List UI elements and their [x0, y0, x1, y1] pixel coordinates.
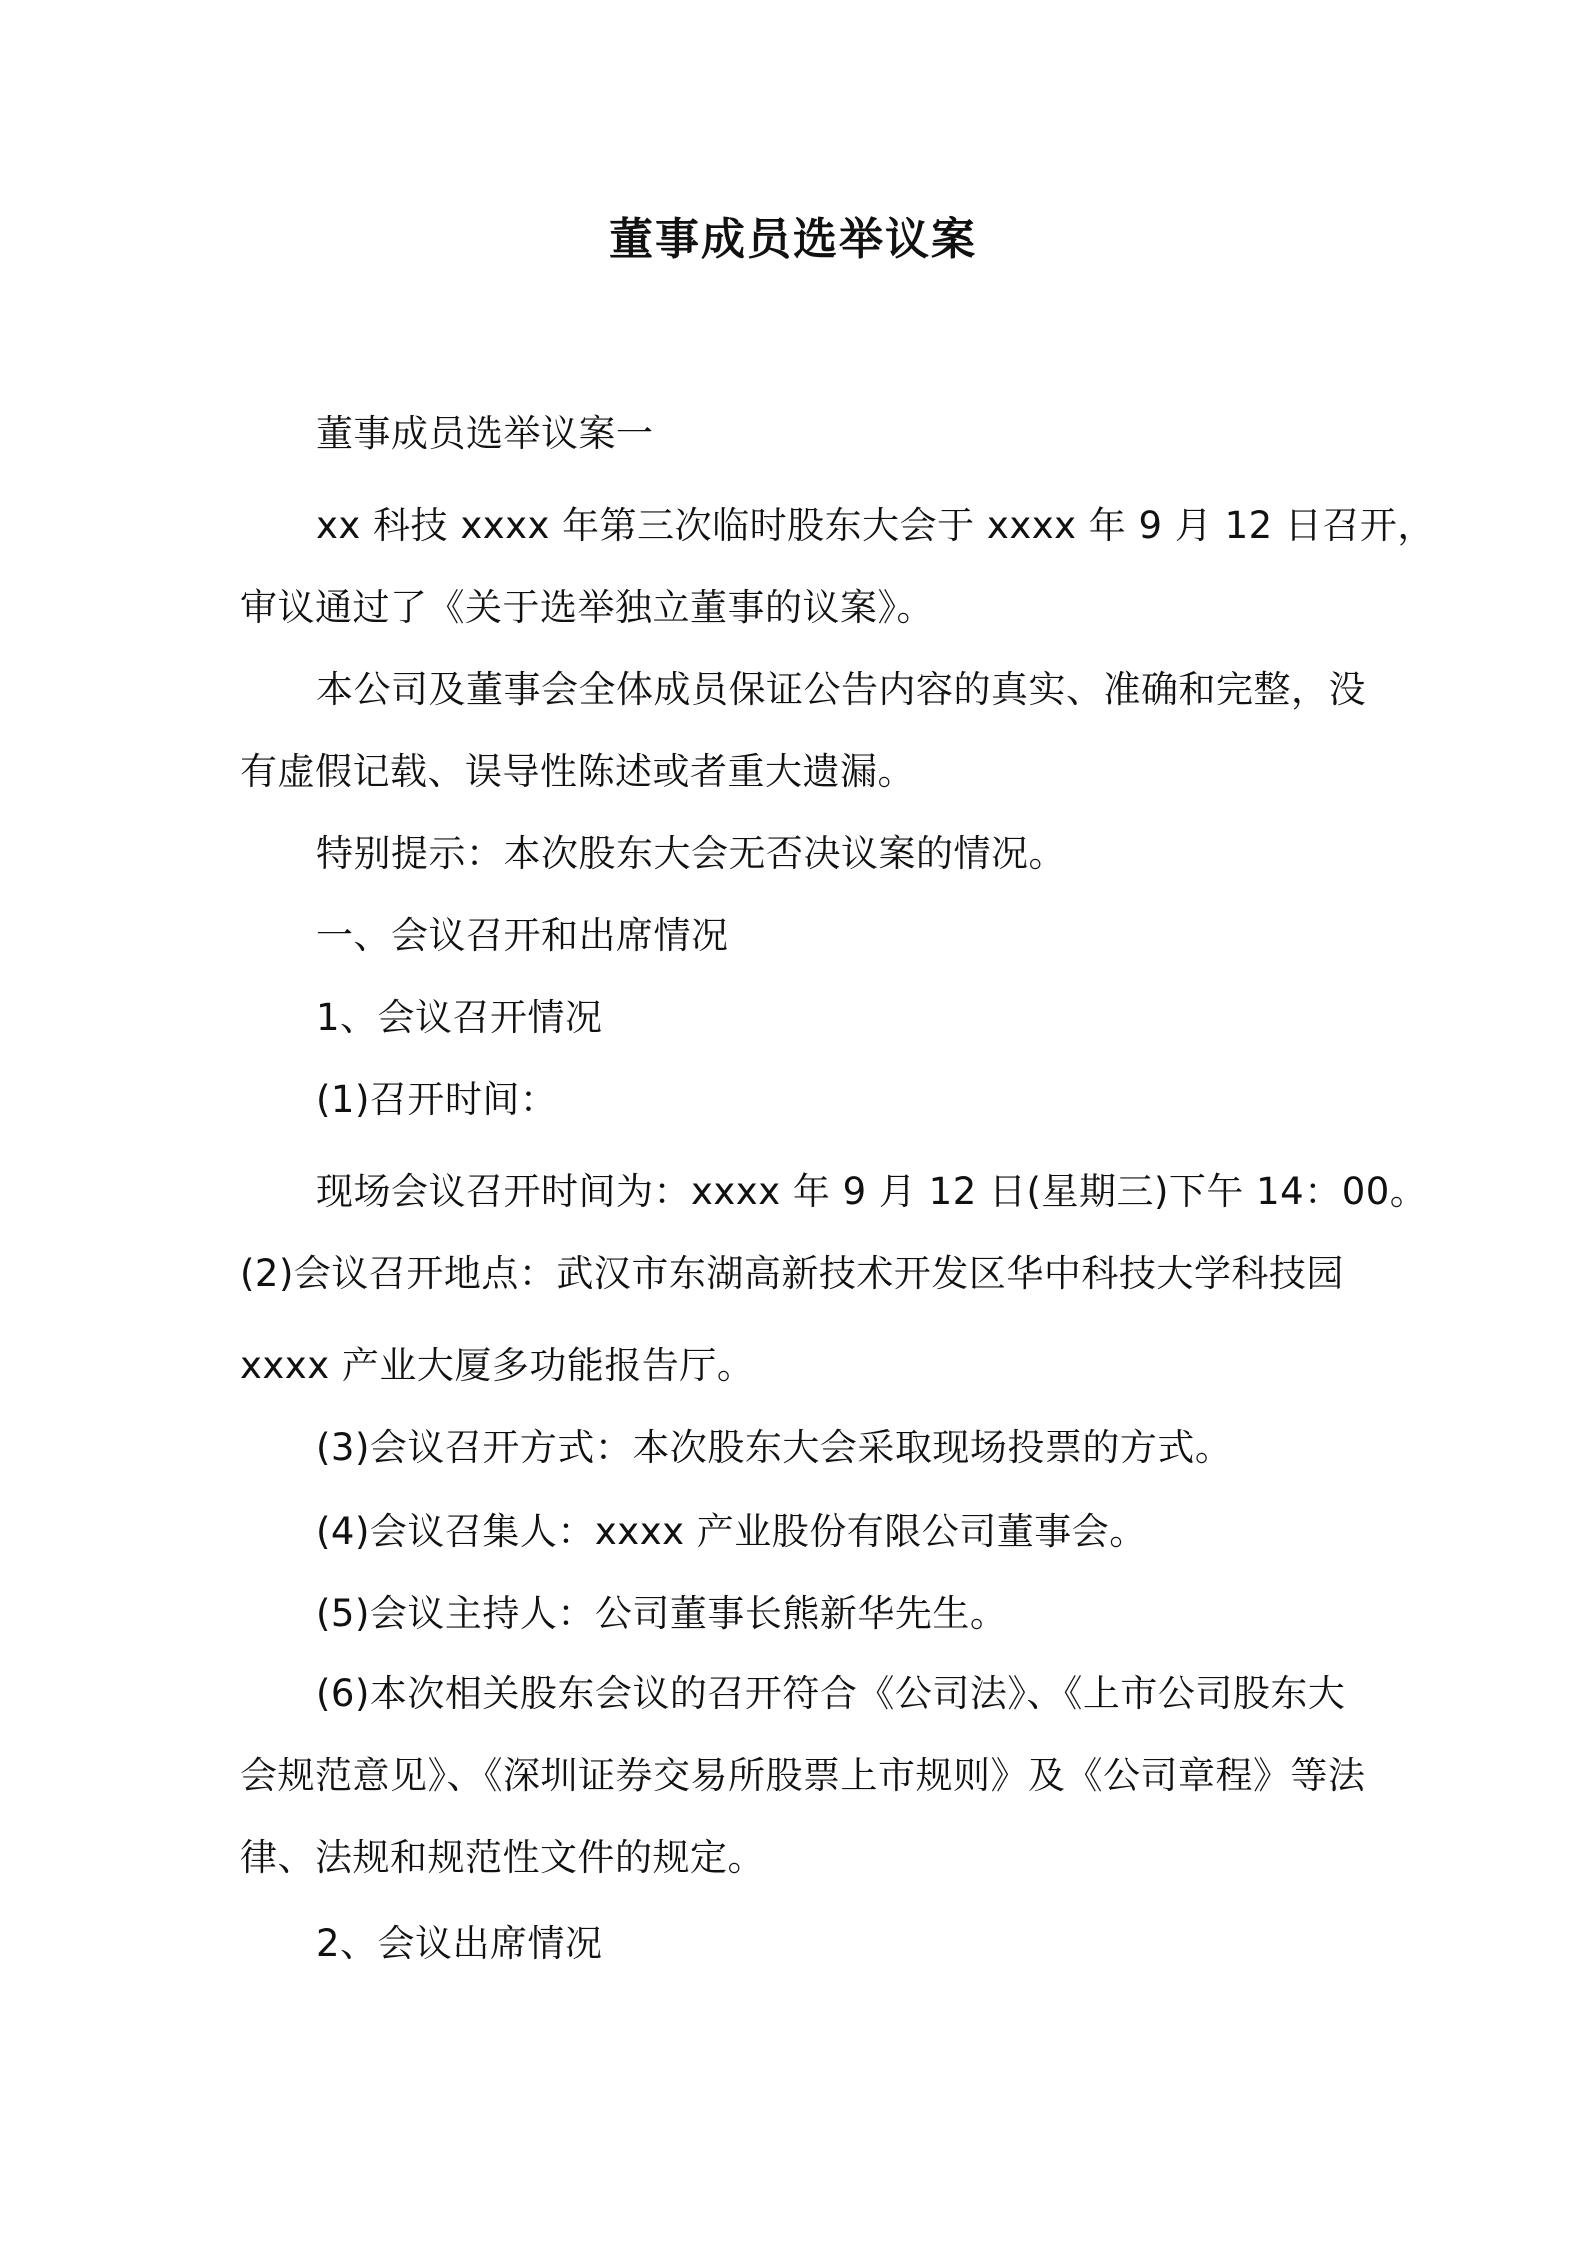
subsection-heading: 2、会议出席情况: [316, 1922, 603, 1965]
subsection-heading: 1、会议召开情况: [316, 996, 603, 1039]
list-item: (6)本次相关股东会议的召开符合《公司法》、《上市公司股东大: [316, 1672, 1346, 1715]
paragraph-line: xxxx 产业大厦多功能报告厅。: [240, 1344, 755, 1387]
paragraph-line: 律、法规和规范性文件的规定。: [240, 1836, 765, 1879]
section-heading: 一、会议召开和出席情况: [316, 914, 729, 957]
paragraph-line: 现场会议召开时间为：xxxx 年 9 月 12 日(星期三)下午 14：00。: [316, 1170, 1428, 1213]
paragraph-line: 审议通过了《关于选举独立董事的议案》。: [240, 586, 934, 629]
document-title: 董事成员选举议案: [609, 214, 977, 265]
paragraph-line: 本公司及董事会全体成员保证公告内容的真实、准确和完整，没: [316, 668, 1366, 711]
section-heading: 董事成员选举议案一: [316, 412, 654, 455]
paragraph-line: 会规范意见》、《深圳证券交易所股票上市规则》及《公司章程》等法: [240, 1754, 1366, 1797]
paragraph-line: xx 科技 xxxx 年第三次临时股东大会于 xxxx 年 9 月 12 日召开，: [316, 504, 1435, 547]
list-item: (1)召开时间：: [316, 1078, 558, 1121]
list-item: (2)会议召开地点：武汉市东湖高新技术开发区华中科技大学科技园: [240, 1252, 1344, 1295]
special-notice: 特别提示：本次股东大会无否决议案的情况。: [316, 832, 1066, 875]
paragraph-line: 有虚假记载、误导性陈述或者重大遗漏。: [240, 750, 915, 793]
list-item: (4)会议召集人：xxxx 产业股份有限公司董事会。: [316, 1510, 1147, 1553]
list-item: (5)会议主持人：公司董事长熊新华先生。: [316, 1592, 1008, 1635]
list-item: (3)会议召开方式：本次股东大会采取现场投票的方式。: [316, 1426, 1233, 1469]
